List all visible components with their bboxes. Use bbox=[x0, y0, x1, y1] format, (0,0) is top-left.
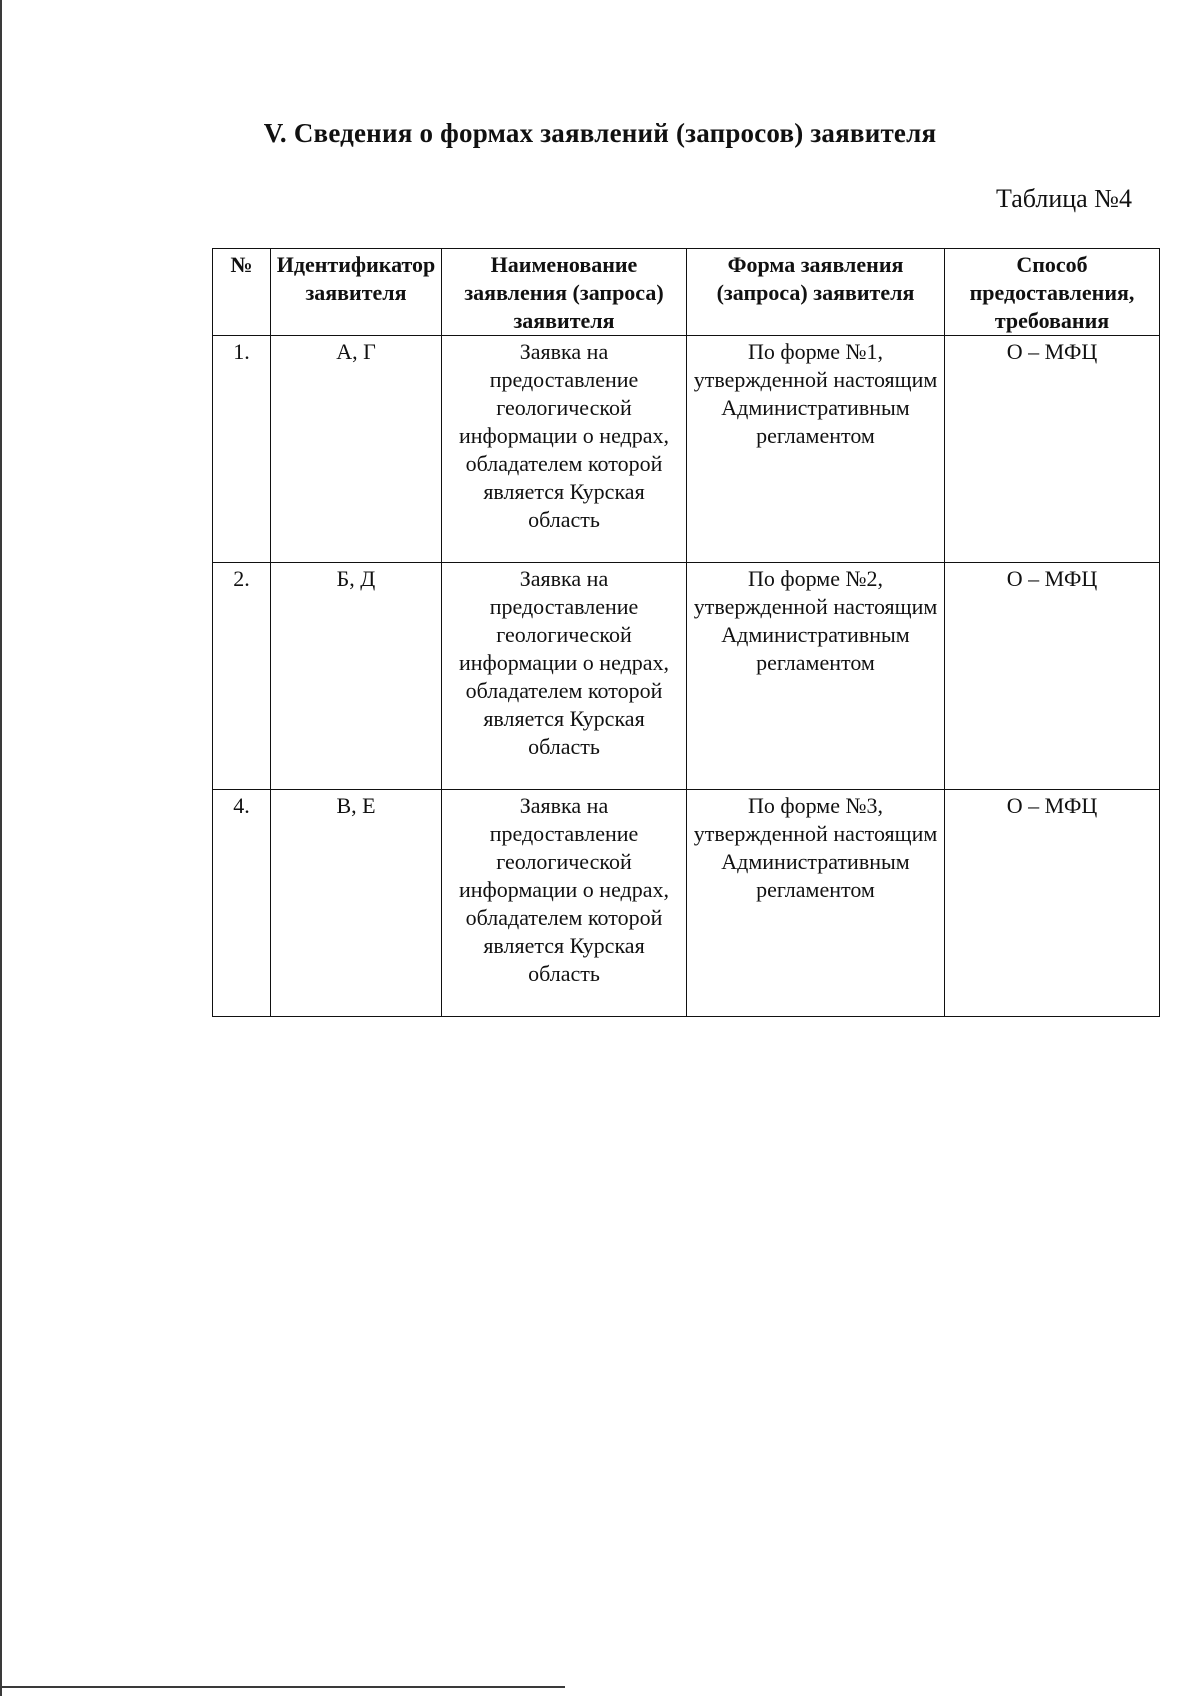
forms-table bbox=[212, 248, 1160, 1017]
row-identifier: Б, Д bbox=[271, 563, 442, 790]
row-number: 4. bbox=[213, 790, 271, 1017]
page-title: V. Сведения о формах заявлений (запросов) заявителя bbox=[263, 118, 937, 148]
header-submission-method: Способ предоставления, требования bbox=[945, 249, 1160, 336]
table-row bbox=[213, 563, 1160, 790]
row-request-form: По форме №1, утвержденной настоящим Административным регламентом bbox=[687, 336, 945, 563]
header-identifier: Идентификатор заявителя bbox=[271, 249, 442, 336]
scan-edge-left bbox=[0, 0, 2, 1696]
table-label: Таблица №4 bbox=[995, 184, 1132, 213]
scan-edge-bottom bbox=[0, 1686, 565, 1688]
table-header-row bbox=[213, 249, 1160, 336]
header-request-name: Наименование заявления (запроса) заявителя bbox=[442, 249, 687, 336]
row-request-name: Заявка на предоставление геологической информации о недрах, обладателем которой является Курская область bbox=[442, 563, 687, 790]
row-number: 2. bbox=[213, 563, 271, 790]
header-number: № bbox=[213, 249, 271, 336]
table-row bbox=[213, 336, 1160, 563]
row-submission-method: О – МФЦ bbox=[945, 336, 1160, 563]
row-submission-method: О – МФЦ bbox=[945, 563, 1160, 790]
row-submission-method: О – МФЦ bbox=[945, 790, 1160, 1017]
header-request-form: Форма заявления (запроса) заявителя bbox=[687, 249, 945, 336]
row-identifier: А, Г bbox=[271, 336, 442, 563]
row-request-form: По форме №3, утвержденной настоящим Административным регламентом bbox=[687, 790, 945, 1017]
table-row bbox=[213, 790, 1160, 1017]
row-identifier: В, Е bbox=[271, 790, 442, 1017]
row-request-name: Заявка на предоставление геологической информации о недрах, обладателем которой является Курская область bbox=[442, 336, 687, 563]
row-request-form: По форме №2, утвержденной настоящим Административным регламентом bbox=[687, 563, 945, 790]
row-request-name: Заявка на предоставление геологической информации о недрах, обладателем которой является Курская область bbox=[442, 790, 687, 1017]
row-number: 1. bbox=[213, 336, 271, 563]
